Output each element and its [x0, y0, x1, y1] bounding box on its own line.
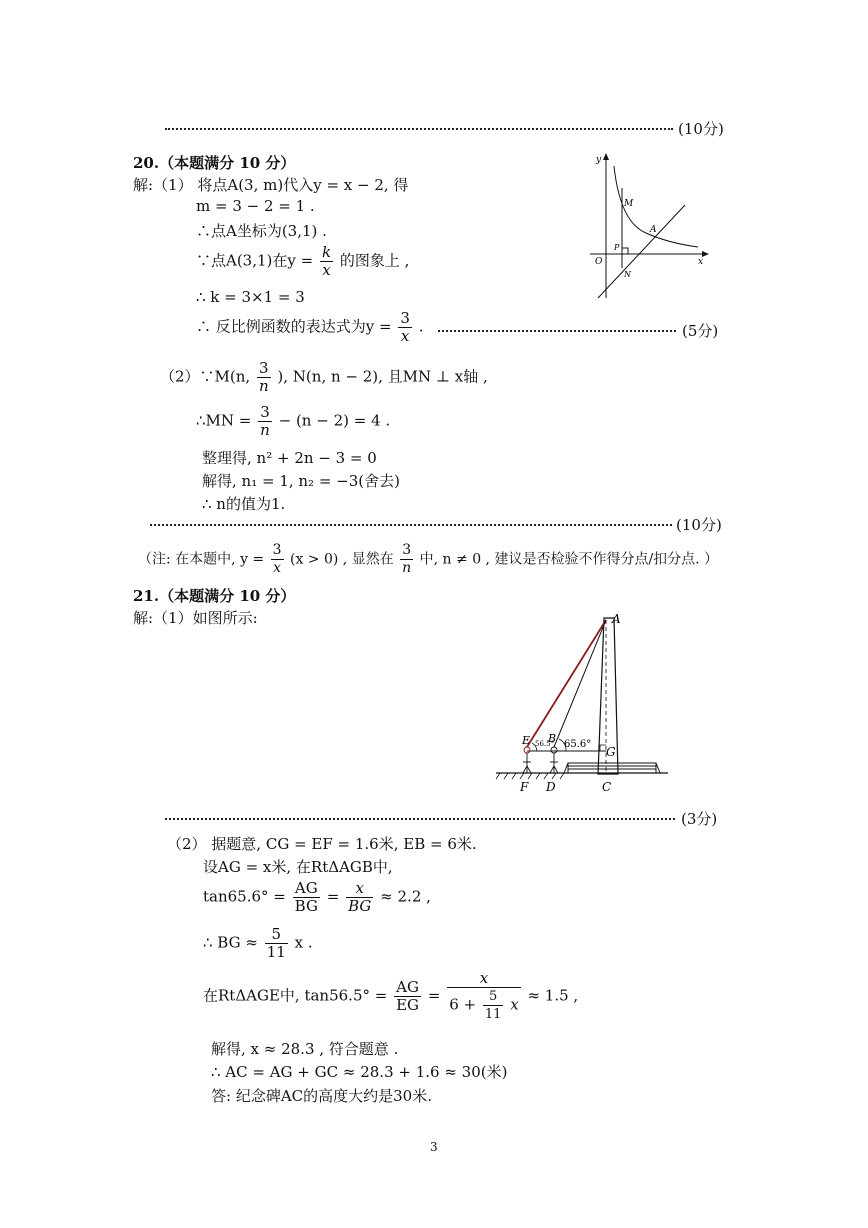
label-x: x — [698, 257, 704, 267]
q21-monument-figure — [494, 606, 674, 796]
equals-sign: = — [427, 986, 441, 1005]
fraction-numerator: 5 — [483, 988, 504, 1006]
fraction-numerator: x — [346, 880, 373, 898]
fraction-numerator: 3 — [258, 404, 272, 422]
label-a: A — [650, 225, 657, 235]
fraction-3-over-x — [271, 542, 284, 577]
q20-function-graph — [588, 150, 710, 300]
dotted-leader-q20-2 — [150, 524, 672, 526]
q21-header: 21.（本题满分 10 分） — [133, 587, 296, 605]
fraction-denominator: EG — [396, 996, 420, 1014]
fraction-denominator: 11 — [266, 943, 286, 961]
line-y-equals-x-minus-2 — [598, 205, 685, 298]
label-y: y — [596, 155, 602, 165]
fraction-numerator: 5 — [265, 926, 288, 944]
right-angle-mark — [622, 248, 628, 254]
dotted-leader-q21-1 — [165, 818, 675, 820]
label-angle-56: 56.5° — [535, 740, 555, 748]
q20-line5-post: . — [418, 317, 424, 336]
q20-part2-line5: ∴ n的值为1. — [202, 495, 286, 513]
label-o: O — [595, 257, 603, 267]
fraction-ag-over-bg — [293, 880, 320, 915]
note-mid: (x > 0) , 显然在 — [290, 551, 394, 568]
label-p: P — [614, 243, 620, 252]
fraction-k-over-x — [320, 244, 333, 279]
q21-line4 — [203, 926, 313, 961]
fraction-denominator-compound — [447, 988, 520, 1023]
label-m: M — [624, 199, 634, 209]
q21-line7: ∴ AC = AG + GC ≈ 28.3 + 1.6 ≈ 30(米) — [211, 1063, 508, 1081]
q20-line3-pre: ∵点A(3,1)在y = — [196, 251, 314, 270]
q20-line4: ∴ k = 3×1 = 3 — [196, 288, 305, 306]
q20-header: 20.（本题满分 10 分） — [133, 154, 296, 172]
label-d: D — [546, 780, 556, 794]
note-post: 中, n ≠ 0 , 建议是否检验不作得分点/扣分点. ） — [419, 551, 719, 568]
q20-line3-post: 的图象上 , — [339, 251, 410, 270]
fraction-x-over-bg — [346, 880, 373, 915]
q21-line1: （2） 据题意, CG = EF = 1.6米, EB = 6米. — [167, 835, 477, 853]
q20-part2-pre: （2）∵M(n, — [160, 367, 251, 386]
fraction-numerator: 3 — [257, 360, 271, 378]
equals-sign: = — [326, 887, 340, 906]
y-axis-arrow — [603, 153, 609, 160]
score-q21-part1: (3分) — [681, 810, 718, 828]
q20-line2: ∴点A坐标为(3,1) . — [196, 222, 327, 240]
dotted-leader-q20-1 — [438, 330, 676, 332]
label-angle-65: 65.6° — [564, 739, 592, 750]
q20-part2-l2-post: − (n − 2) = 4 . — [278, 411, 391, 430]
label-e: E — [522, 734, 531, 747]
score-q20-part1: (5分) — [682, 322, 719, 340]
label-a: A — [612, 612, 621, 626]
q20-part1-intro: 解:（1） 将点A(3, m)代入y = x − 2, 得 — [133, 176, 409, 194]
fraction-denominator: n — [258, 377, 269, 395]
score-top: (10分) — [678, 120, 724, 138]
monument-base — [564, 763, 660, 773]
dotted-leader-top — [165, 128, 673, 130]
q21-line5 — [203, 970, 578, 1023]
note-pre: （注: 在本题中, y = — [138, 551, 265, 568]
fraction-numerator: x — [447, 970, 520, 988]
sight-line-ba — [554, 620, 606, 747]
fraction-denominator: x — [322, 261, 331, 279]
fraction-denominator: 11 — [484, 1007, 502, 1022]
fraction-denominator: n — [402, 560, 412, 576]
label-b: B — [548, 732, 557, 745]
fraction-numerator: 3 — [272, 542, 282, 558]
fraction-denominator: BG — [294, 897, 318, 915]
fraction-numerator: k — [321, 243, 332, 261]
label-g: G — [606, 745, 616, 759]
fraction-denominator: BG — [348, 897, 372, 915]
fraction-numerator: 3 — [400, 309, 410, 327]
label-f: F — [520, 780, 529, 794]
q20-note — [138, 542, 718, 577]
denominator-part-a: 6 + — [449, 995, 477, 1014]
fraction-denominator: x — [400, 327, 410, 345]
q21-l3-pre: tan65.6° = — [203, 887, 286, 906]
fraction-3-over-n — [258, 404, 272, 439]
fraction-x-over-compound — [447, 970, 520, 1023]
score-q20-part2: (10分) — [676, 516, 722, 534]
q21-l5-post: ≈ 1.5 , — [527, 986, 579, 1005]
page-number: 3 — [430, 1140, 438, 1154]
q20-line1: m = 3 − 2 = 1 . — [196, 197, 315, 215]
sight-line-ea — [527, 620, 606, 747]
q21-l5-pre: 在RtΔAGE中, tan56.5° = — [203, 986, 388, 1005]
q20-line5-pre: ∴ 反比例函数的表达式为y = — [196, 317, 392, 336]
q21-l4-pre: ∴ BG ≈ — [203, 933, 258, 952]
q20-line5 — [196, 310, 423, 345]
fraction-numerator: AG — [293, 880, 320, 898]
ground-hatching — [496, 773, 564, 779]
q21-line2: 设AG = x米, 在RtΔAGB中, — [203, 858, 393, 876]
q21-line3 — [203, 880, 431, 915]
q20-part2-post: ), N(n, n − 2), 且MN ⊥ x轴 , — [277, 367, 488, 386]
fraction-numerator: AG — [394, 979, 421, 997]
q21-line8: 答: 纪念碑AC的高度大约是30米. — [211, 1087, 432, 1105]
fraction-5-over-11 — [265, 926, 288, 961]
label-c: C — [602, 780, 612, 794]
denominator-part-b: x — [510, 995, 519, 1014]
fraction-3-over-n — [400, 542, 413, 577]
q21-line6: 解得, x ≈ 28.3 , 符合题意 . — [211, 1040, 399, 1058]
inner-fraction-5-over-11 — [483, 988, 504, 1023]
fraction-denominator: n — [260, 421, 270, 439]
q20-line3 — [196, 244, 409, 279]
fraction-3-over-n — [257, 360, 271, 395]
q21-l4-post: x . — [294, 933, 313, 952]
q21-l3-post: ≈ 2.2 , — [380, 887, 431, 906]
q20-part2-line4: 解得, n₁ = 1, n₂ = −3(舍去) — [202, 472, 400, 490]
q20-part2-line1 — [160, 360, 488, 395]
fraction-ag-over-eg — [394, 979, 421, 1014]
fraction-3-over-x — [398, 310, 412, 345]
label-n: N — [624, 270, 631, 279]
q20-part2-line3: 整理得, n² + 2n − 3 = 0 — [202, 449, 377, 467]
q20-part2-l2-pre: ∴MN = — [196, 411, 252, 430]
q21-part1: 解:（1）如图所示: — [133, 609, 258, 627]
fraction-denominator: x — [273, 560, 282, 576]
fraction-numerator: 3 — [400, 542, 413, 560]
q20-part2-line2 — [196, 404, 390, 439]
